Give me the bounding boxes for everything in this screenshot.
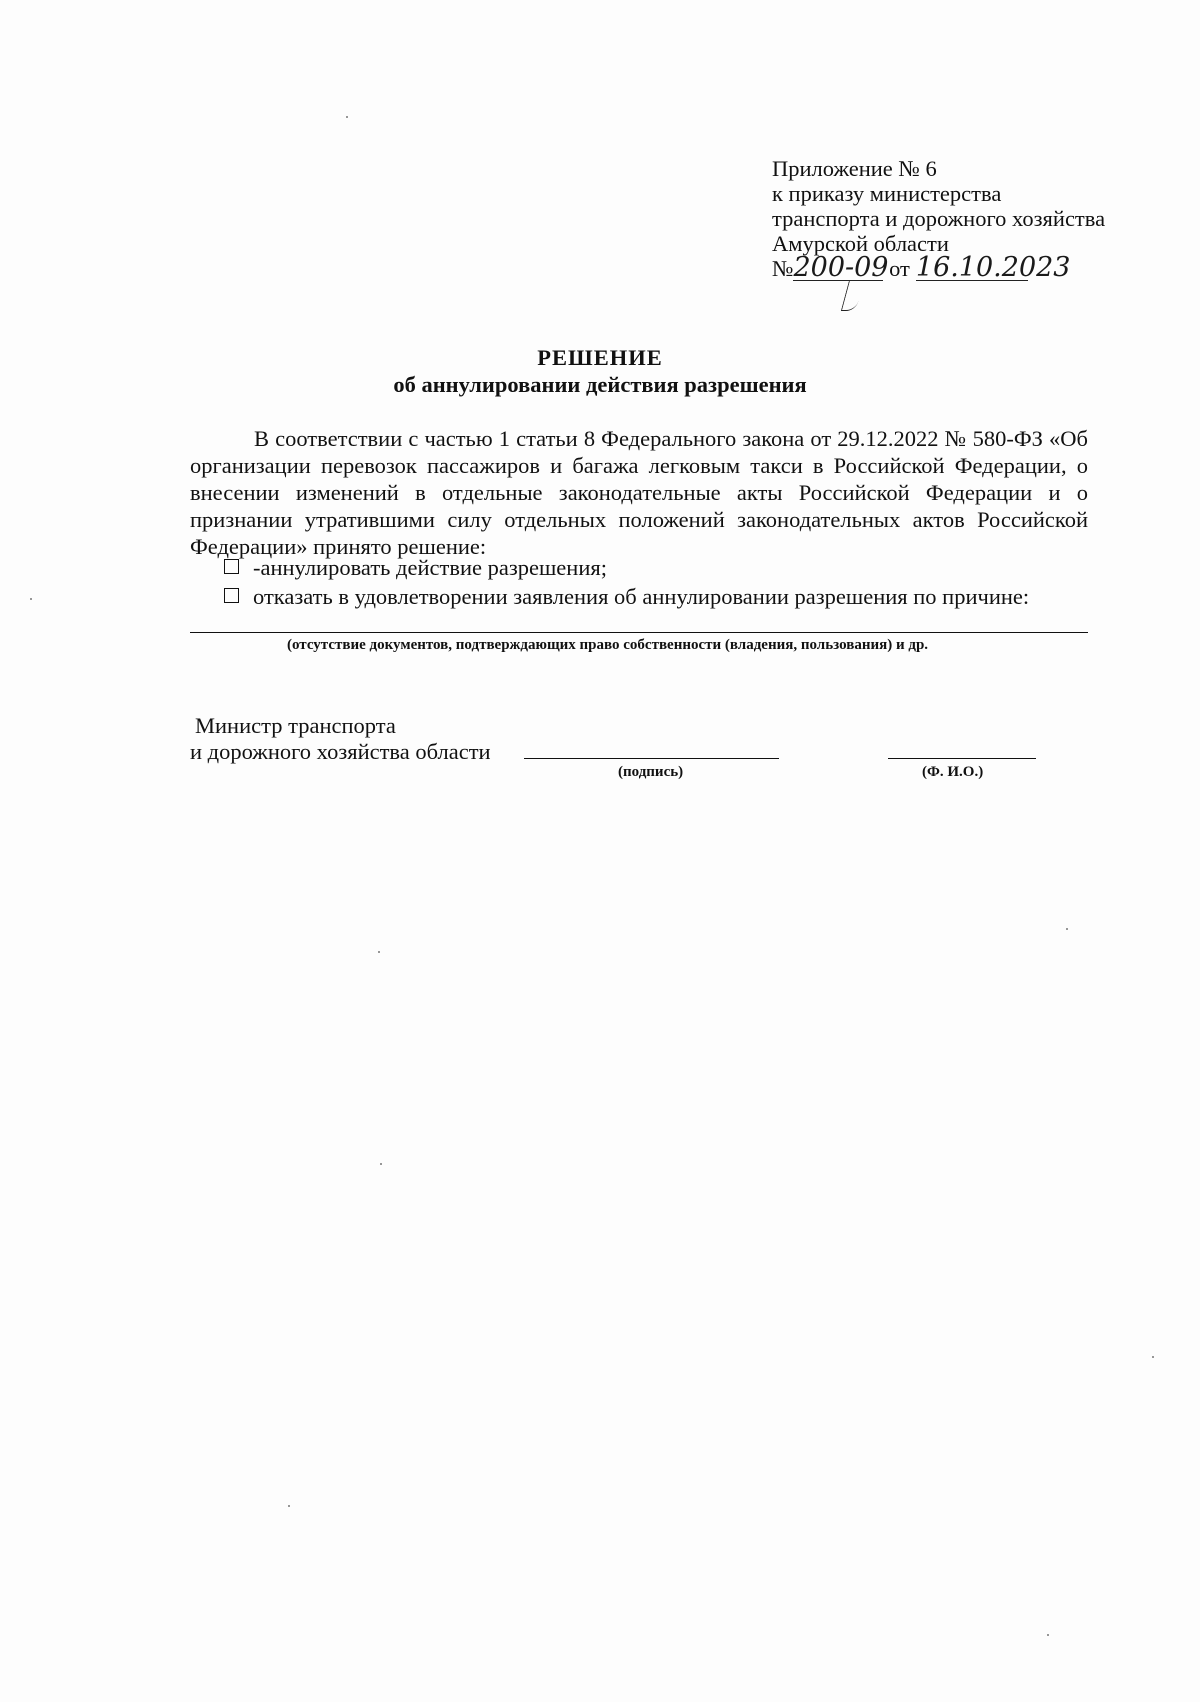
decision-text (190, 425, 1088, 560)
appendix-order-line: к приказу министерства (772, 181, 1002, 206)
signer-position-line2: и дорожного хозяйства области (190, 739, 491, 764)
scan-speck (1047, 1634, 1049, 1636)
signature-fill-line[interactable] (524, 758, 779, 759)
scan-speck (30, 598, 32, 600)
signer-position-line1: Министр транспорта (195, 713, 396, 738)
option-refuse-label: отказать в удовлетворении заявления об аннулировании разрешения по причине: (253, 584, 1030, 609)
appendix-block (772, 156, 1105, 281)
scan-speck (288, 1505, 290, 1507)
scan-speck (1066, 928, 1068, 930)
name-caption: (Ф. И.О.) (922, 764, 984, 780)
signature-caption: (подпись) (618, 764, 684, 780)
name-fill-line[interactable] (888, 758, 1036, 759)
document-title: РЕШЕНИЕ (537, 345, 663, 370)
scan-speck (1152, 1356, 1154, 1358)
option-annul-label: -аннулировать действие разрешения; (253, 555, 607, 580)
appendix-region-line: Амурской области (772, 231, 949, 256)
checkbox-refuse[interactable] (224, 588, 239, 603)
date-prefix: от (889, 256, 910, 281)
option-annul (224, 555, 607, 581)
appendix-number-date-line (772, 252, 1105, 283)
appendix-ministry-line: транспорта и дорожного хозяйства (772, 206, 1106, 231)
appendix-title: Приложение № 6 (772, 156, 937, 181)
checkbox-annul[interactable] (224, 559, 239, 574)
scan-speck (346, 116, 348, 118)
scan-speck (378, 951, 380, 953)
option-refuse (224, 584, 1029, 610)
number-prefix: № (772, 256, 794, 281)
handwritten-order-number: 200-09 (793, 252, 889, 283)
reason-caption: (отсутствие документов, подтверждающих право собственности (владения, пользования) и др. (287, 637, 929, 653)
handwritten-stroke (841, 280, 864, 311)
document-subtitle: об аннулировании действия разрешения (393, 372, 807, 397)
handwritten-order-date: 16.10.2023 (915, 252, 1071, 283)
signer-block (190, 713, 491, 765)
scan-speck (380, 1163, 382, 1165)
decision-paragraph: В соответствии с частью 1 статьи 8 Федерального закона от 29.12.2022 № 580-ФЗ «Об организации перевозок пассажиров и багажа легковым такси в Российской Федерации, о внесении изменений в отдельные законодательные акты Российской Федерации и о признании утратившими силу отдельных положений законодательных актов Российской Федерации» принято решение: (190, 426, 1088, 559)
reason-fill-line[interactable] (190, 632, 1088, 633)
